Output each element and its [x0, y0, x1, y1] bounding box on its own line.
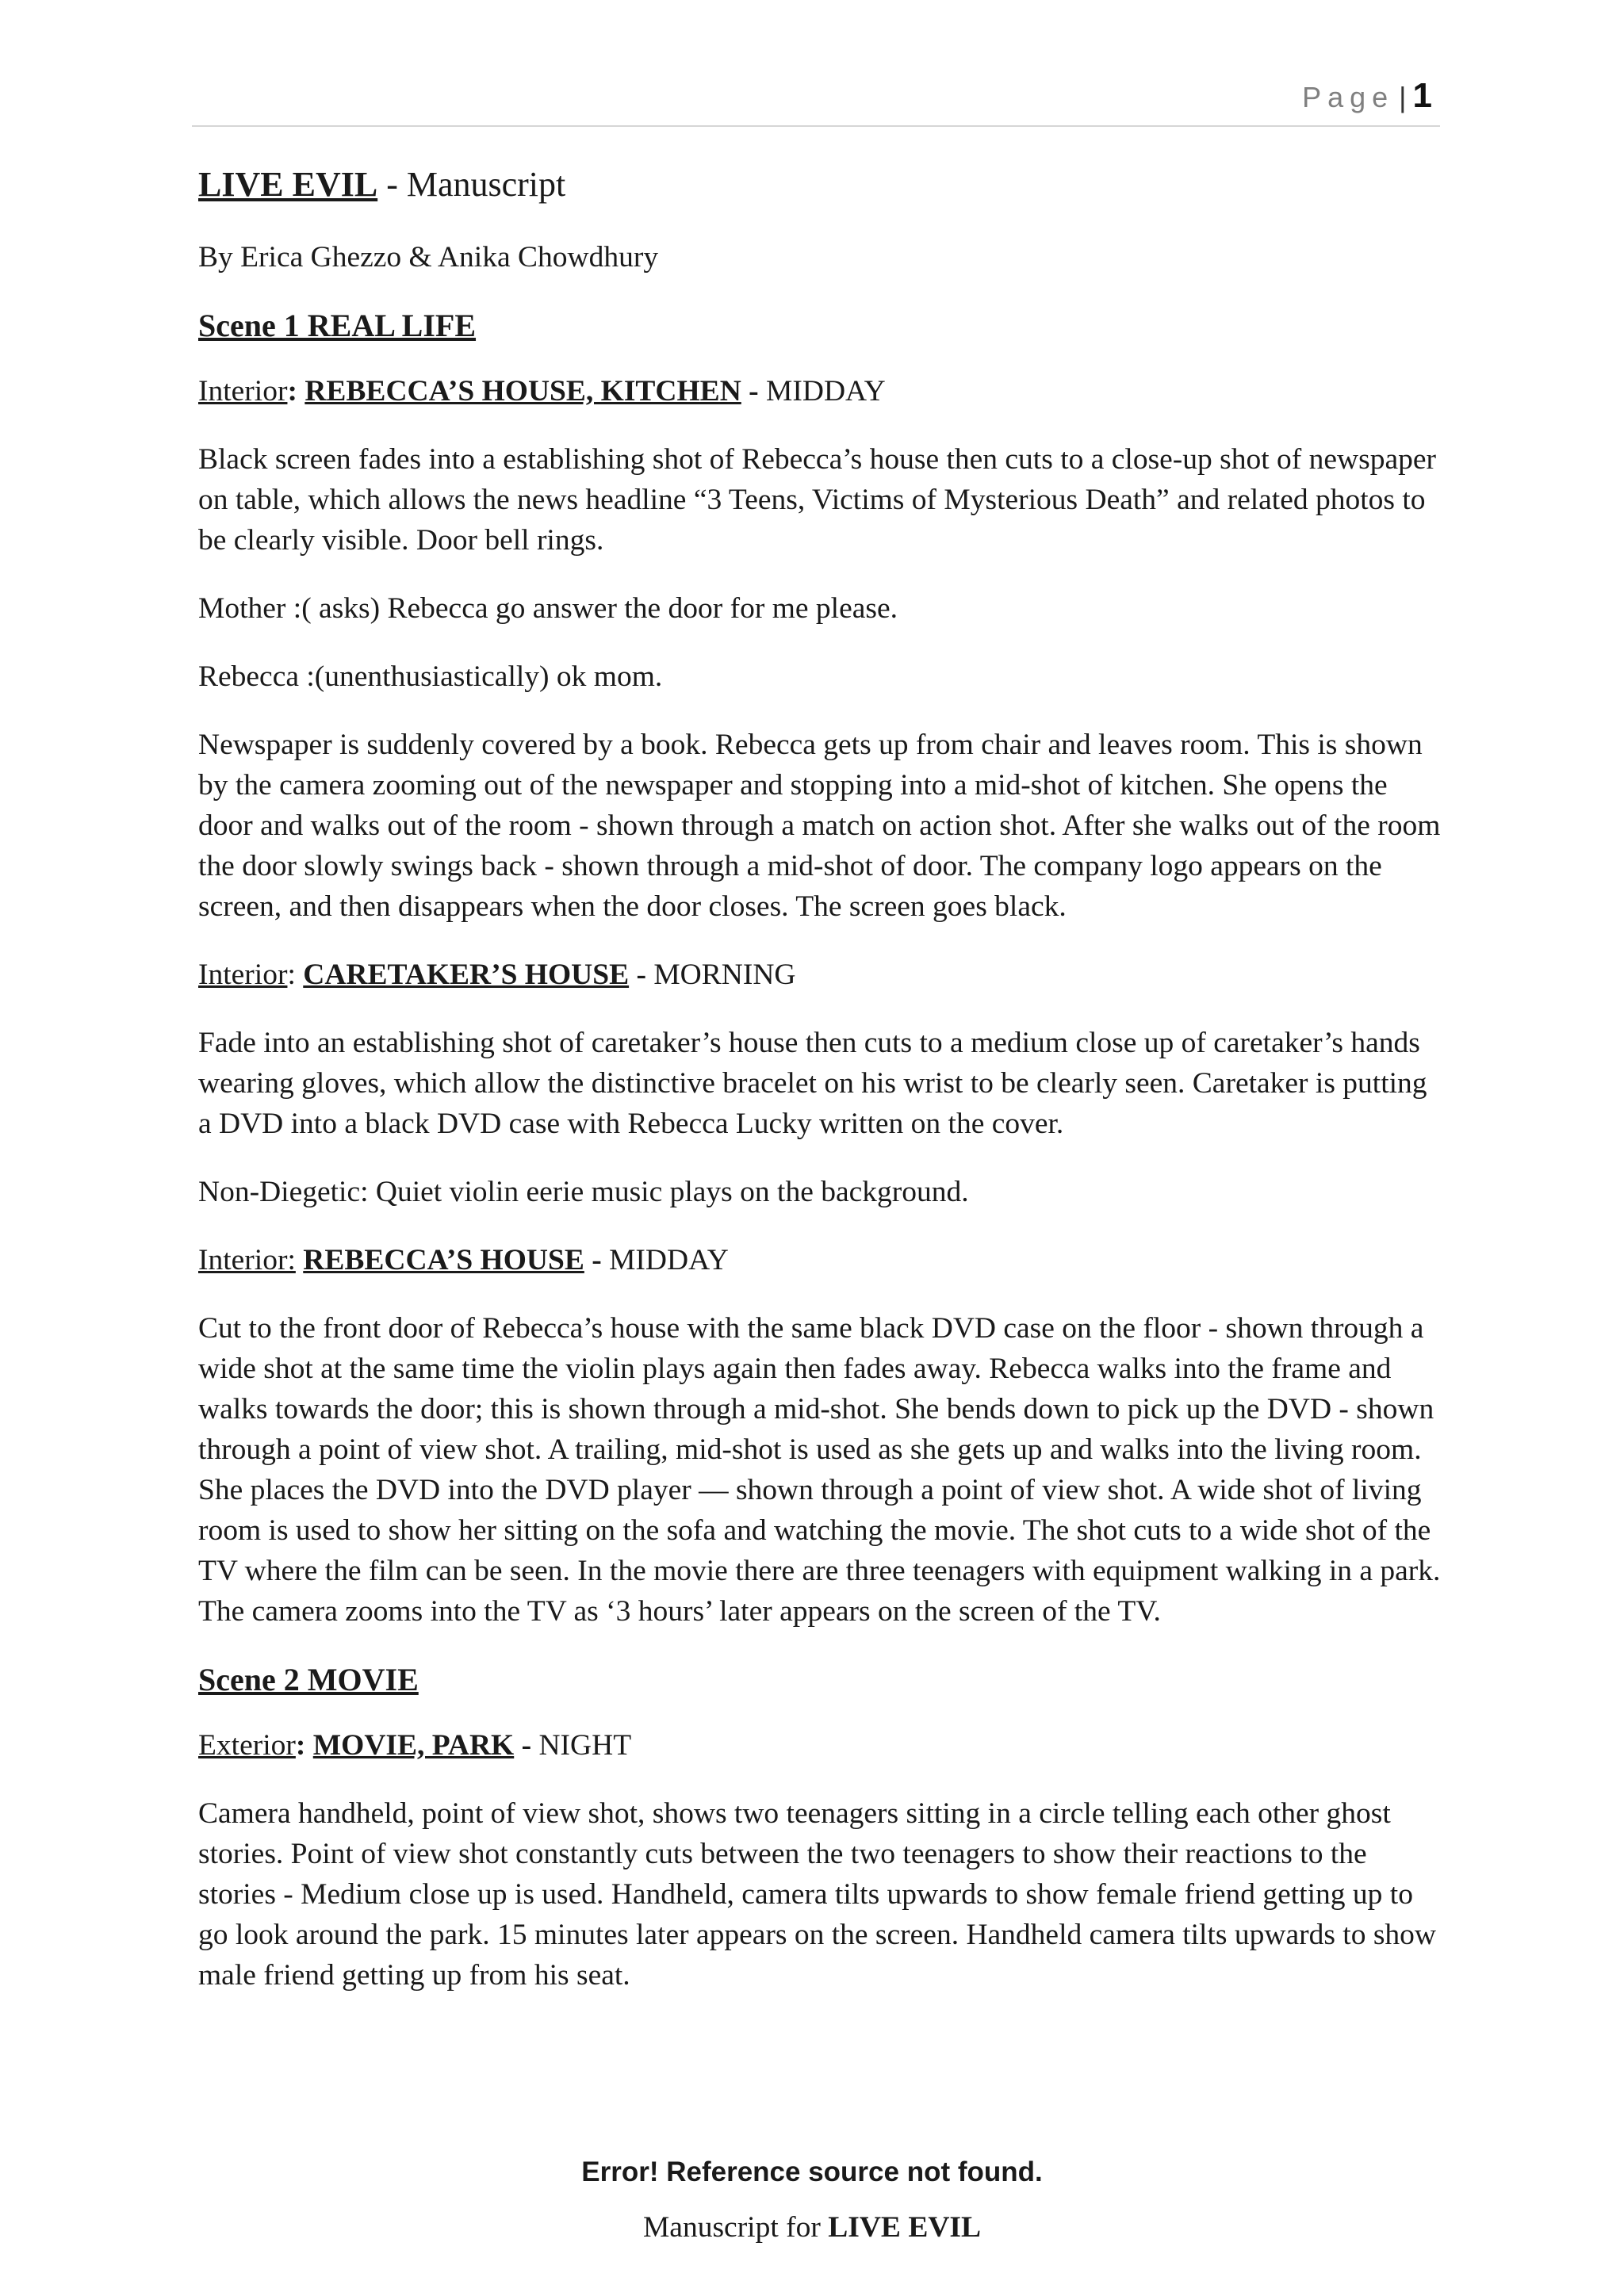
footer-manuscript-line [0, 2210, 1624, 2244]
location-place: CARETAKER’S HOUSE [303, 959, 630, 991]
document-title [198, 163, 1443, 207]
action-paragraph: Camera handheld, point of view shot, shows two teenagers sitting in a circle telling each other ghost stories. Point of view shot constantly cuts between the two teenagers to show their reactions to the stories - Medium close up is used. Handheld, camera tilts upwards to show female friend getting up to go look around the park. 15 minutes later appears on the screen. Handheld camera tilts upwards to show male friend getting up from his seat. [198, 1797, 1437, 1992]
location-line [198, 955, 1443, 995]
location-kind: Interior [198, 375, 288, 408]
location-dash: - [629, 959, 654, 991]
location-time: MIDDAY [766, 375, 886, 408]
location-line [198, 1240, 1443, 1280]
location-colon: : [287, 375, 297, 408]
action-paragraph: Black screen fades into a establishing shot of Rebecca’s house then cuts to a close-up shot of newspaper on table, which allows the news headline “3 Teens, Victims of Mysterious Death” and related photos to be clearly visible. Door bell rings. [198, 443, 1437, 557]
title-main: LIVE EVIL [198, 165, 378, 204]
location-colon: : [287, 959, 296, 991]
location-time: MIDDAY [609, 1244, 729, 1276]
scene-heading: Scene 2 MOVIE [198, 1662, 419, 1697]
location-line [198, 1725, 1443, 1766]
action-paragraph: Fade into an establishing shot of caretaker’s house then cuts to a medium close up of caretaker’s hands wearing gloves, which allow the distinctive bracelet on his wrist to be clearly seen. Caretaker is putting a DVD into a black DVD case with Rebecca Lucky written on the cover. [198, 1027, 1427, 1140]
location-dash: - [741, 375, 767, 408]
location-time: NIGHT [538, 1729, 632, 1762]
byline: By Erica Ghezzo & Anika Chowdhury [198, 241, 659, 274]
page-number: 1 [1412, 76, 1432, 115]
location-dash: - [514, 1729, 539, 1762]
page-label: Page [1302, 81, 1395, 113]
location-time: MORNING [653, 959, 796, 991]
action-paragraph: Cut to the front door of Rebecca’s house with the same black DVD case on the floor - shown through a wide shot at the same time the violin plays again then fades away. Rebecca walks into the frame and walks towards the door; this is shown through a mid-shot. She bends down to pick up the DVD - shown through a point of view shot. A trailing, mid-shot is used as she gets up and walks into the living room. She places the DVD into the DVD player — shown through a point of view shot. A wide shot of living room is used to show her sitting on the sofa and watching the movie. The shot cuts to a wide shot of the TV where the film can be seen. In the movie there are three teenagers with equipment walking in a park. The camera zooms into the TV as ‘3 hours’ later appears on the screen of the TV. [198, 1312, 1441, 1628]
location-place: REBECCA’S HOUSE [303, 1244, 584, 1276]
location-kind: Exterior [198, 1729, 296, 1762]
location-place: MOVIE, PARK [312, 1729, 515, 1762]
sound-note: Non-Diegetic: Quiet violin eerie music plays on the background. [198, 1176, 969, 1208]
action-paragraph: Newspaper is suddenly covered by a book. Rebecca gets up from chair and leaves room. This is shown by the camera zooming out of the newspaper and stopping into a mid-shot of kitchen. She opens the door and walks out of the room - shown through a match on action shot. After she walks out of the room the door slowly swings back - shown through a mid-shot of door. The company logo appears on the screen, and then disappears when the door closes. The screen goes black. [198, 729, 1441, 923]
location-line [198, 371, 1443, 411]
location-dash: - [584, 1244, 610, 1276]
page-header [192, 76, 1440, 127]
location-place: REBECCA’S HOUSE, KITCHEN [304, 375, 741, 408]
page-number-indicator [1302, 76, 1432, 116]
footer-error-text: Error! Reference source not found. [581, 2156, 1043, 2187]
scene-heading: Scene 1 REAL LIFE [198, 308, 477, 343]
dialogue-line: Mother :( asks) Rebecca go answer the door for me please. [198, 592, 898, 625]
location-kind: Interior [198, 959, 288, 991]
footer-title: LIVE EVIL [828, 2211, 982, 2244]
page-separator: | [1399, 81, 1407, 113]
footer-prefix: Manuscript for [642, 2211, 829, 2244]
title-suffix: - Manuscript [377, 165, 566, 204]
manuscript-body [198, 163, 1443, 2023]
location-colon: : [295, 1729, 306, 1762]
dialogue-line: Rebecca :(unenthusiastically) ok mom. [198, 660, 663, 693]
location-kind: Interior: [198, 1244, 296, 1276]
